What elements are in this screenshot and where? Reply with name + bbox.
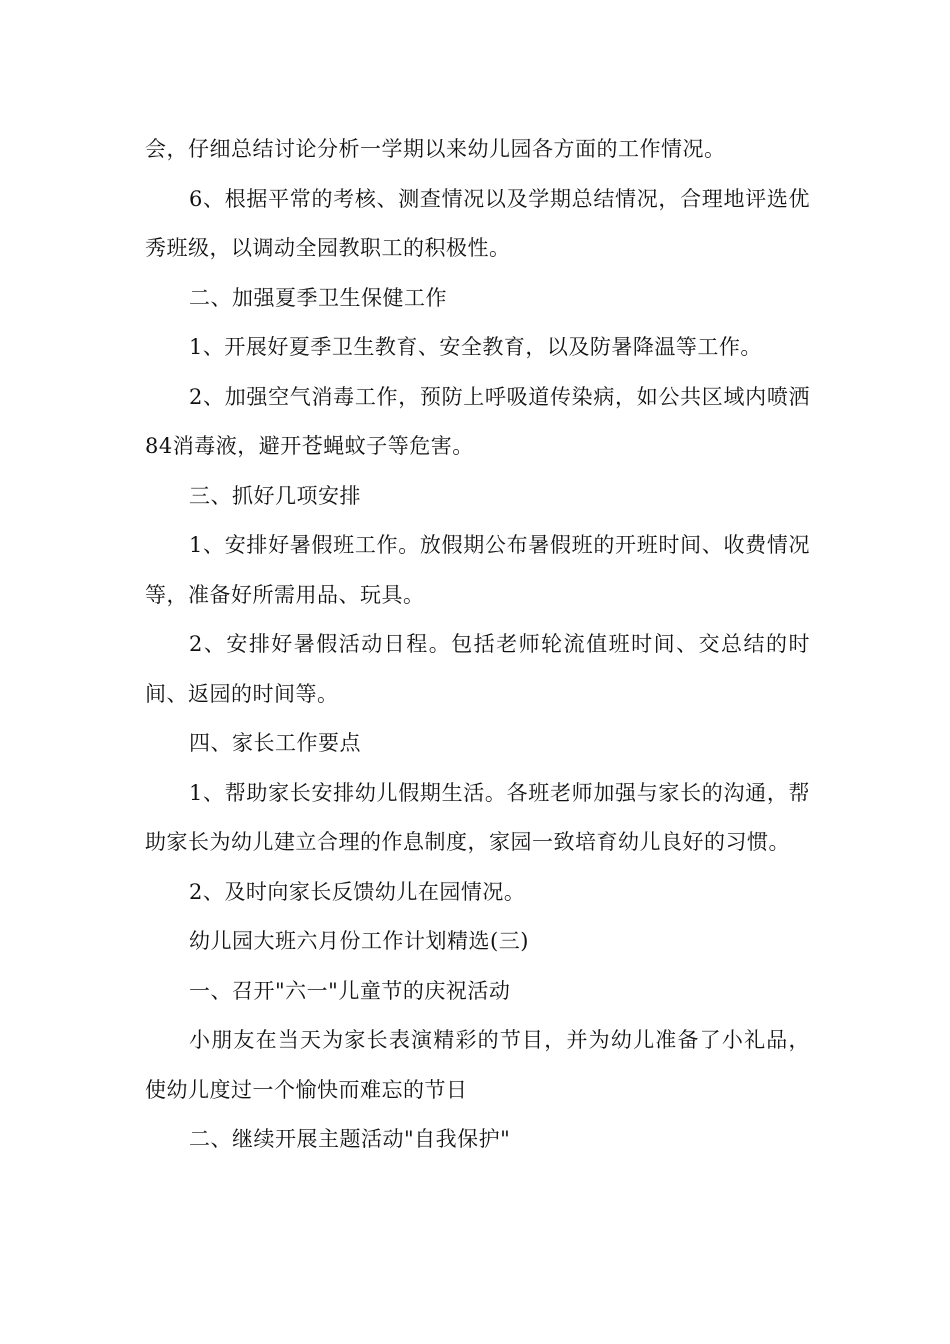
paragraph-7: 2、安排好暑假活动日程。包括老师轮流值班时间、交总结的时间、返园的时间等。 (145, 632, 810, 706)
paragraph-13: 小朋友在当天为家长表演精彩的节目，并为幼儿准备了小礼品，使幼儿度过一个愉快而难忘的节日 (145, 1028, 810, 1102)
paragraph-3: 1、开展好夏季卫生教育、安全教育，以及防暑降温等工作。 (189, 335, 762, 359)
section-heading-1: 一、召开"六一"儿童节的庆祝活动 (189, 978, 511, 1003)
document-subtitle: 幼儿园大班六月份工作计划精选(三) (189, 929, 529, 953)
section-heading-2: 二、加强夏季卫生保健工作 (189, 285, 447, 310)
paragraph-10: 2、及时向家长反馈幼儿在园情况。 (189, 879, 526, 904)
section-heading-3: 三、抓好几项安排 (189, 483, 361, 508)
paragraph-6: 1、安排好暑假班工作。放假期公布暑假班的开班时间、收费情况等，准备好所需用品、玩具。 (145, 533, 810, 607)
section-heading-2b: 二、继续开展主题活动"自我保护" (189, 1127, 511, 1151)
paragraph-4: 2、加强空气消毒工作，预防上呼吸道传染病，如公共区域内喷洒84消毒液，避开苍蝇蚊子等危害。 (145, 384, 810, 458)
paragraph-0: 会，仔细总结讨论分析一学期以来幼儿园各方面的工作情况。 (145, 137, 726, 161)
document-body (145, 125, 810, 1165)
section-heading-4: 四、家长工作要点 (189, 731, 361, 755)
paragraph-1: 6、根据平常的考核、测查情况以及学期总结情况，合理地评选优秀班级，以调动全园教职工的积极性。 (145, 186, 810, 260)
paragraph-9: 1、帮助家长安排幼儿假期生活。各班老师加强与家长的沟通，帮助家长为幼儿建立合理的作息制度，家园一致培育幼儿良好的习惯。 (145, 780, 810, 854)
